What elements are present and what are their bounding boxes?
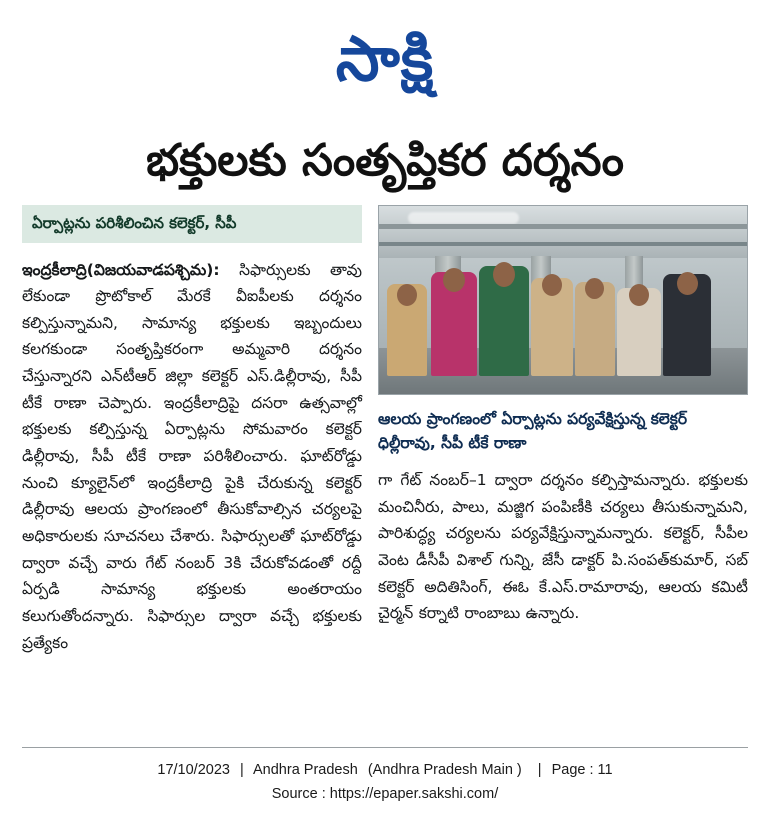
photo-person-head-3 — [493, 262, 515, 287]
photo-container — [378, 205, 748, 395]
footer — [0, 747, 770, 807]
footer-source-url[interactable]: https://epaper.sakshi.com/ — [329, 786, 499, 803]
sakshi-logo: సాక్షి — [335, 22, 435, 95]
photo-caption: ఆలయ ప్రాంగణంలో ఏర్పాట్లను పర్యవేక్షిస్తున్న కలెక్టర్‌ ధిల్లీరావు, సీపీ టీకే రాణా — [378, 410, 688, 453]
photo-light-glare — [408, 212, 518, 224]
footer-meta — [0, 758, 770, 783]
photo-person-head-6 — [629, 284, 649, 306]
photo-person-head-5 — [585, 278, 604, 299]
footer-source — [0, 782, 770, 807]
footer-page-number: Page : 11 — [551, 761, 613, 778]
masthead — [22, 18, 748, 93]
article-text-left — [22, 257, 362, 657]
footer-region: Andhra Pradesh — [253, 761, 358, 778]
dateline: ఇంద్రకీలాద్రి(విజయవాడపశ్చిమ): — [22, 260, 220, 279]
footer-date: 17/10/2023 — [157, 761, 230, 778]
footer-separator-1: | — [239, 761, 244, 778]
page-title: భక్తులకు సంతృప్తికర దర్శనం — [146, 135, 624, 187]
photo-beam-1 — [379, 224, 747, 229]
article-paragraph-left: సిఫార్సులకు తావు లేకుండా ప్రొటోకాల్‌ మేరకే వీఐపీలకు దర్శనం కల్పిస్తున్నామని, సామాన్య భక్తులకు ఇబ్బందులు కలగకుండా సంతృప్తికరంగా అమ్మవారి దర్శనం చేస్తున్నారని ఎన్‌టీఆర్‌ జిల్లా కలెక్టర్‌ ఎస్‌.డిల్లీరావు, సీపీ టీకే రాణా చెప్పారు. ఇంద్రకీలాద్రిపై దసరా ఉత్సవాల్లో భక్తులకు కల్పిస్తున్న ఏర్పాట్లను సోమవారం కలెక్టర్‌ డిల్లీరావు, సీపీ టీకే రాణా పరిశీలించారు. ఘాట్‌రోడ్డు నుంచి క్యూలైన్‌లో ఇంద్రకీలాద్రి పైకి చేరుకున్న కలెక్టర్‌ డిల్లీరావు ఆలయ ప్రాంగణంలో తీసుకోవాల్సిన చర్యలపై అధికారులకు సూచనలు చేశారు. సిఫార్సులతో ఘాట్‌రోడ్డు ద్వారా వచ్చే వారు గేట్‌ నంబర్‌ 3కి చేరుకోవడంతో రద్దీ ఏర్పడి సామాన్య భక్తులకు అంతరాయం కలుగుతోందన్నారు. సిఫార్సుల ద్వారా వచ్చే భక్తులకు ప్రత్యేకం — [22, 260, 362, 652]
right-column — [378, 205, 748, 656]
photo-person-head-2 — [443, 268, 465, 292]
footer-separator-2: | — [537, 761, 542, 778]
photo-person-head-4 — [542, 274, 562, 296]
footer-source-label: Source : — [271, 786, 326, 803]
article-text-right: గా గేట్‌ నంబర్‌–1 ద్వారా దర్శనం కల్పిస్తామన్నారు. భక్తులకు మంచినీరు, పాలు, మజ్జిగ పంపిణీకి చర్యలు తీసుకున్నామని, పారిశుద్ధ్య చర్యలను పర్యవేక్షిస్తున్నామన్నారు. కలెక్టర్‌, సీపీల వెంట డీసీపీ విశాల్‌ గున్ని, జేసీ డాక్టర్‌ పి.సంపత్‌కుమార్‌, సబ్‌ కలెక్టర్‌ అదితిసింగ్‌, ఈఓ కే.ఎస్‌.రామారావు, ఆలయ కమిటీ చైర్మన్‌ కర్నాటి రాంబాబు ఉన్నారు. — [378, 471, 748, 623]
temple-inspection-photo — [378, 205, 748, 395]
footer-divider — [22, 747, 748, 748]
left-column — [22, 205, 362, 656]
photo-person-head-7 — [677, 272, 698, 295]
photo-beam-2 — [379, 242, 747, 246]
kicker-subheading: ఏర్పాట్లను పరిశీలించిన కలెక్టర్‌, సీపీ — [22, 205, 362, 243]
photo-person-head-1 — [397, 284, 417, 306]
article-body — [22, 205, 748, 656]
footer-edition: (Andhra Pradesh Main ) — [367, 761, 522, 778]
